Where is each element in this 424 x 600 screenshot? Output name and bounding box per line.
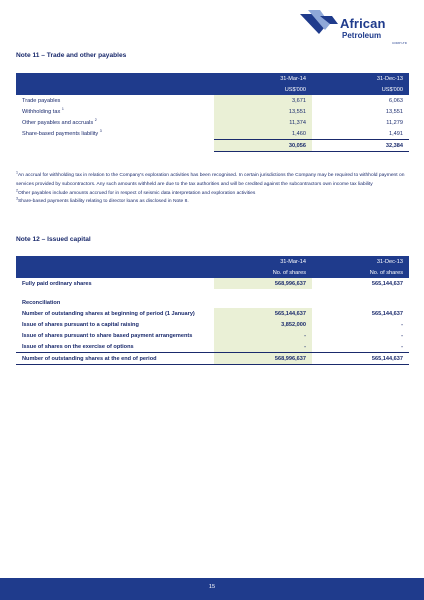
unit-2014: US$'000 (214, 84, 312, 95)
value-2013: 565,144,637 (371, 310, 403, 317)
footnote-ref: 2 (94, 117, 97, 122)
value-2014: 3,671 (214, 95, 312, 106)
note11-title: Note 11 – Trade and other payables (16, 52, 127, 59)
issued-capital-table (16, 256, 409, 365)
logo-name-top: African (340, 16, 386, 31)
row-label: Issue of shares pursuant to a capital raising (22, 321, 139, 328)
payables-unit-row (16, 84, 409, 95)
capital-header-row (16, 256, 409, 267)
row-label: Number of outstanding shares at beginning of period (1 January) (22, 310, 195, 317)
logo-tagline: CORP LTD (392, 41, 407, 45)
table-row (16, 95, 409, 106)
value-2013: 1,491 (389, 130, 403, 137)
table-row (16, 308, 409, 319)
value-2014: 3,852,000 (214, 319, 312, 330)
footnote: $^3$Share-based payments liability relating to director loans as disclosed in Note 8. (16, 196, 189, 205)
col-header-2014: 31-Mar-14 (214, 256, 312, 267)
page-footer (0, 578, 424, 600)
logo-mark-icon (300, 10, 340, 40)
row-label: Number of outstanding shares at the end of period (16, 353, 214, 365)
col-header-2014: 31-Mar-14 (214, 73, 312, 84)
unit-2014: No. of shares (214, 267, 312, 278)
row-label: Share-based payments liability (22, 130, 99, 137)
col-header-2013: 31-Dec-13 (312, 256, 409, 267)
footnote-ref: 3 (99, 128, 102, 133)
total-row (16, 140, 409, 152)
table-row (16, 278, 409, 289)
payables-table (16, 73, 409, 152)
table-row (16, 330, 409, 341)
value-2014: - (214, 341, 312, 353)
row-label: Trade payables (22, 97, 61, 104)
table-row (16, 319, 409, 330)
table-row (16, 117, 409, 128)
footnote-ref: 1 (61, 106, 64, 111)
value-2014: - (214, 330, 312, 341)
unit-2013: US$'000 (312, 84, 409, 95)
col-header-2013: 31-Dec-13 (312, 73, 409, 84)
company-logo (300, 8, 410, 48)
value-2014: 568,996,637 (214, 278, 312, 289)
table-row (16, 106, 409, 117)
value-2013: 6,063 (389, 97, 403, 104)
value-2014: 11,374 (214, 117, 312, 128)
value-2013: - (401, 332, 403, 339)
table-row (16, 341, 409, 353)
total-row (16, 353, 409, 365)
row-label: Withholding tax (22, 108, 61, 115)
section-heading: Reconciliation (22, 299, 61, 306)
footnotes (16, 172, 408, 207)
note12-title: Note 12 – Issued capital (16, 236, 91, 243)
total-2014: 30,056 (214, 140, 312, 152)
value-2014: 565,144,637 (214, 308, 312, 319)
footnote: $^2$Other payables include amounts accrued for in respect of seismic data interpretation and exploration activities (16, 187, 256, 196)
value-2013: - (401, 343, 403, 350)
value-2014: 1,460 (214, 128, 312, 140)
capital-unit-row (16, 267, 409, 278)
row-label: Fully paid ordinary shares (22, 280, 92, 287)
footnote: $^1$An accrual for withholding tax in relation to the Company's exploration activities has been recognised. In certain jurisdictions the Company may be required to withhold payment on services provided by subcontractors. Any such amounts withheld are due to the tax authorities and will be credited against the subcontractors own income tax liability (16, 170, 405, 187)
value-2014: 568,996,637 (214, 353, 312, 365)
page-number: 15 (208, 584, 216, 590)
value-2013: - (401, 321, 403, 328)
table-row (16, 128, 409, 140)
value-2013: 13,551 (385, 108, 403, 115)
unit-2013: No. of shares (312, 267, 409, 278)
total-2013: 32,384 (312, 140, 409, 152)
value-2013: 565,144,637 (312, 353, 409, 365)
value-2014: 13,551 (214, 106, 312, 117)
payables-header-row (16, 73, 409, 84)
value-2013: 11,279 (386, 119, 403, 126)
logo-name-bottom: Petroleum (342, 31, 382, 40)
value-2013: 565,144,637 (371, 280, 403, 287)
table-row (16, 297, 409, 308)
row-label: Issue of shares on the exercise of options (22, 343, 134, 350)
row-label: Issue of shares pursuant to share based payment arrangements (22, 332, 193, 339)
row-label: Other payables and accruals (22, 119, 94, 126)
